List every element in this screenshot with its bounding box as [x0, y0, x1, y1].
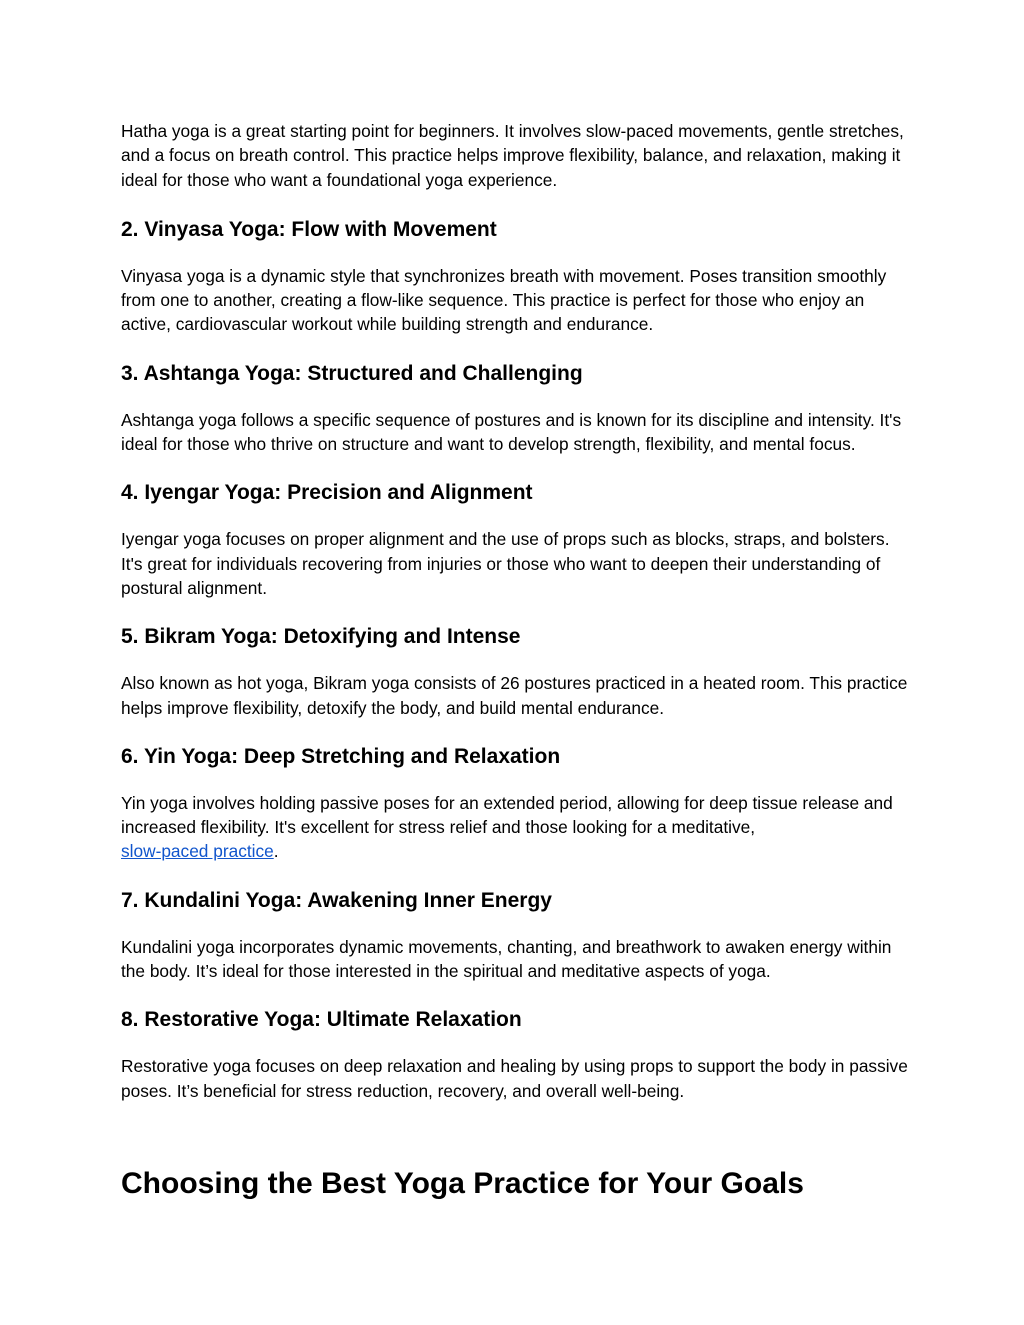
section-kundalini: [121, 889, 911, 984]
section-paragraph: Ashtanga yoga follows a specific sequence of postures and is known for its discipline and intensity. It's ideal for those who thrive on structure and want to develop strength, flexibility, and mental focus.: [121, 409, 902, 455]
section-paragraph: Restorative yoga focuses on deep relaxation and healing by using props to support the body in passive poses. It’s beneficial for stress reduction, recovery, and overall well-being.: [121, 1056, 908, 1101]
slow-paced-practice-link[interactable]: slow-paced practice: [121, 841, 274, 862]
section-vinyasa: [121, 218, 911, 337]
intro-paragraph: Hatha yoga is a great starting point for beginners. It involves slow-paced movements, gentle stretches, and a focus on breath control. This practice helps improve flexibility, balance, and relaxation, making it ideal for those who want a foundational yoga experience.: [121, 121, 904, 190]
section-heading: 8. Restorative Yoga: Ultimate Relaxation: [121, 1008, 522, 1032]
section-yin: [121, 745, 911, 864]
section-heading: 6. Yin Yoga: Deep Stretching and Relaxation: [121, 744, 561, 768]
section-heading: 7. Kundalini Yoga: Awakening Inner Energy: [121, 888, 552, 912]
section-paragraph: Vinyasa yoga is a dynamic style that synchronizes breath with movement. Poses transition smoothly from one to another, creating a flow-like sequence. This practice is perfect for those who enjoy an active, cardiovascular workout while building strength and endurance.: [121, 265, 887, 335]
main-heading: Choosing the Best Yoga Practice for Your Goals: [121, 1167, 804, 1200]
link-trailing-period: .: [273, 841, 279, 862]
section-paragraph-text: Yin yoga involves holding passive poses for an extended period, allowing for deep tissue release and increased flexibility. It's excellent for stress relief and those looking for a meditative,: [121, 792, 893, 838]
section-restorative: [121, 1008, 911, 1103]
section-ashtanga: [121, 362, 911, 457]
section-iyengar: [121, 481, 911, 600]
section-bikram: [121, 625, 911, 720]
section-heading: 2. Vinyasa Yoga: Flow with Movement: [121, 217, 497, 241]
section-paragraph: Iyengar yoga focuses on proper alignment and the use of props such as blocks, straps, and bolsters. It's great for individuals recovering from injuries or those who want to deepen their understanding of postural alignment.: [121, 529, 890, 598]
section-heading: 4. Iyengar Yoga: Precision and Alignment: [121, 481, 533, 505]
section-paragraph: Kundalini yoga incorporates dynamic movements, chanting, and breathwork to awaken energy within the body. It’s ideal for those interested in the spiritual and meditative aspects of yoga.: [121, 936, 892, 982]
section-heading: 5. Bikram Yoga: Detoxifying and Intense: [121, 625, 521, 649]
section-paragraph: Also known as hot yoga, Bikram yoga consists of 26 postures practiced in a heated room. This practice helps improve flexibility, detoxify the body, and build mental endurance.: [121, 673, 908, 718]
section-paragraph: [121, 791, 911, 864]
section-heading: 3. Ashtanga Yoga: Structured and Challenging: [121, 361, 583, 385]
document-body: [121, 119, 911, 1128]
